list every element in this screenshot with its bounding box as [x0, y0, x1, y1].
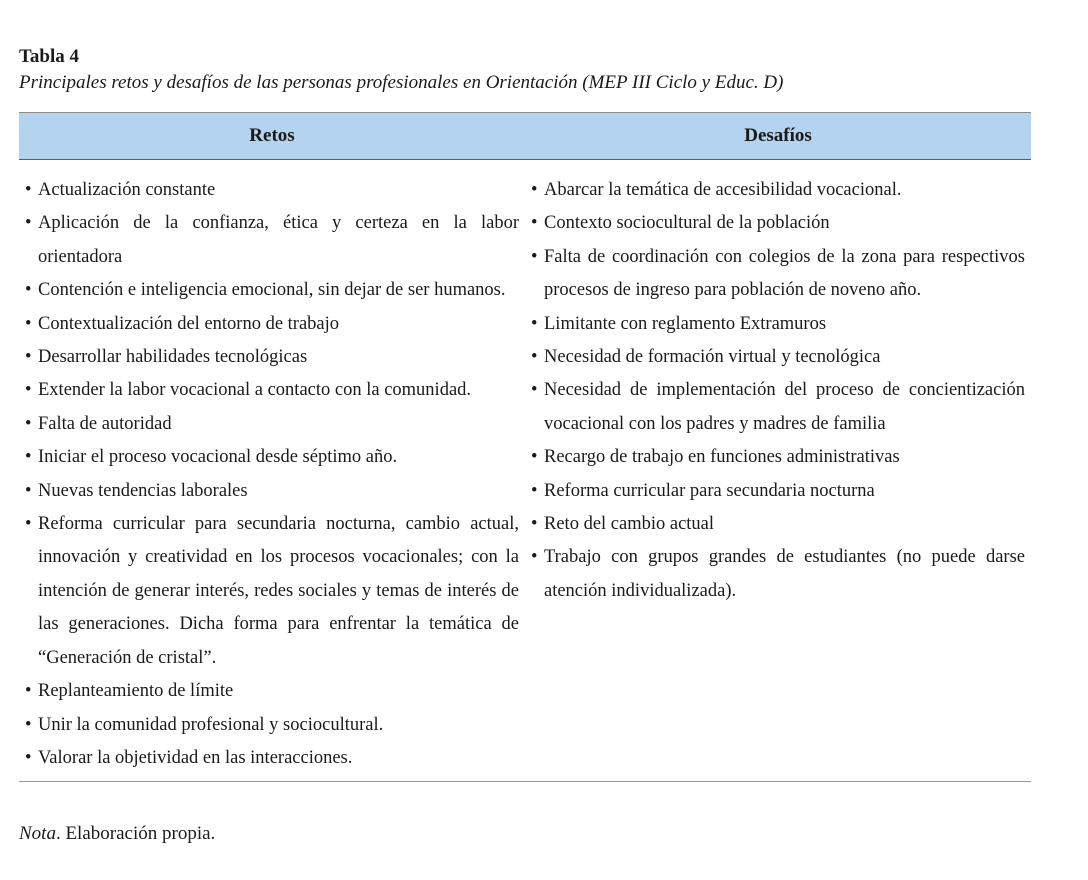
bullet-marker: •: [531, 347, 538, 368]
reto-item-text: Replanteamiento de límite: [38, 681, 234, 702]
desafio-item: [531, 508, 1025, 541]
desafio-item-text: Reto del cambio actual: [544, 514, 715, 535]
table-title: Principales retos y desafíos de las personas profesionales en Orientación (MEP III Ciclo y Educ. D): [19, 72, 784, 93]
reto-item: [25, 308, 519, 341]
bullet-marker: •: [531, 213, 538, 234]
table-header-row: [19, 112, 1031, 160]
desafio-item: [531, 207, 1025, 240]
header-retos: Retos: [249, 125, 295, 146]
reto-item: [25, 408, 519, 441]
desafio-item: [531, 341, 1025, 374]
data-table: [19, 112, 1031, 782]
reto-item-text: Valorar la objetividad en las interacciones.: [38, 747, 353, 768]
bullet-marker: •: [25, 213, 32, 234]
reto-item: [25, 441, 519, 474]
bullet-marker: •: [25, 681, 32, 702]
bullet-marker: •: [25, 447, 32, 468]
bullet-marker: •: [25, 714, 32, 735]
reto-item-text: Nuevas tendencias laborales: [38, 480, 248, 501]
desafio-item-text: Trabajo con grupos grandes de estudiantes (no puede darse atención individualizada).: [544, 547, 1025, 601]
reto-item: [25, 742, 519, 775]
bullet-marker: •: [531, 180, 538, 200]
retos-cell: [19, 174, 525, 775]
reto-item: [25, 207, 519, 274]
reto-item: [25, 374, 519, 407]
reto-item-text: Iniciar el proceso vocacional desde séptimo año.: [38, 447, 398, 468]
table-number: Tabla 4: [19, 46, 80, 67]
bullet-marker: •: [25, 313, 32, 334]
desafios-list: [531, 174, 1025, 608]
desafio-item: [531, 374, 1025, 441]
bullet-marker: •: [531, 514, 538, 535]
desafio-item-text: Limitante con reglamento Extramuros: [544, 313, 827, 334]
desafio-item: [531, 441, 1025, 474]
desafio-item-text: Falta de coordinación con colegios de la zona para respectivos procesos de ingreso para población de noveno año.: [544, 246, 1025, 301]
reto-item: [25, 675, 519, 708]
note-label: Nota: [19, 823, 56, 844]
reto-item: [25, 341, 519, 374]
note-text: . Elaboración propia.: [55, 823, 216, 844]
reto-item-text: Desarrollar habilidades tecnológicas: [38, 347, 308, 368]
desafio-item: [531, 541, 1025, 608]
bullet-marker: •: [25, 413, 32, 434]
bullet-marker: •: [531, 480, 538, 501]
reto-item: [25, 475, 519, 508]
desafio-item-text: Contexto sociocultural de la población: [544, 213, 830, 234]
desafio-item: [531, 475, 1025, 508]
desafio-item: [531, 241, 1025, 308]
desafio-item-text: Abarcar la temática de accesibilidad vocacional.: [544, 180, 902, 200]
header-desafios: Desafíos: [744, 125, 812, 146]
desafios-cell: [525, 174, 1031, 775]
reto-item: [25, 709, 519, 742]
bullet-marker: •: [25, 514, 32, 535]
desafio-item-text: Reforma curricular para secundaria nocturna: [544, 480, 875, 501]
desafio-item-text: Recargo de trabajo en funciones administrativas: [544, 447, 900, 468]
bullet-marker: •: [531, 380, 538, 401]
reto-item-text: Extender la labor vocacional a contacto con la comunidad.: [38, 380, 472, 401]
table-body-row: [19, 160, 1031, 782]
bullet-marker: •: [531, 447, 538, 468]
bullet-marker: •: [531, 246, 538, 267]
bullet-marker: •: [531, 547, 538, 568]
desafio-item: [531, 174, 1025, 207]
reto-item-text: Actualización constante: [38, 180, 216, 200]
retos-list: [25, 174, 519, 775]
reto-item: [25, 508, 519, 675]
reto-item-text: Contención e inteligencia emocional, sin dejar de ser humanos.: [38, 280, 506, 301]
reto-item-text: Reforma curricular para secundaria nocturna, cambio actual, innovación y creatividad en los procesos vocacionales; con la intención de generar interés, redes sociales y temas de interés de las generaciones. Dicha forma para enfrentar la temática de “Generación de cristal”.: [38, 514, 519, 668]
desafio-item-text: Necesidad de implementación del proceso de concientización vocacional con los padres y madres de familia: [544, 380, 1025, 434]
reto-item: [25, 174, 519, 207]
reto-item-text: Aplicación de la confianza, ética y certeza en la labor orientadora: [38, 213, 519, 267]
bullet-marker: •: [25, 180, 32, 200]
reto-item-text: Contextualización del entorno de trabajo: [38, 313, 340, 334]
reto-item-text: Unir la comunidad profesional y sociocultural.: [38, 714, 384, 735]
desafio-item-text: Necesidad de formación virtual y tecnológica: [544, 347, 881, 368]
bullet-marker: •: [531, 313, 538, 334]
bullet-marker: •: [25, 747, 32, 768]
bullet-marker: •: [25, 347, 32, 368]
bullet-marker: •: [25, 380, 32, 401]
reto-item: [25, 274, 519, 307]
bullet-marker: •: [25, 280, 32, 301]
bullet-marker: •: [25, 480, 32, 501]
reto-item-text: Falta de autoridad: [38, 413, 172, 434]
table-note: [19, 821, 215, 847]
desafio-item: [531, 308, 1025, 341]
